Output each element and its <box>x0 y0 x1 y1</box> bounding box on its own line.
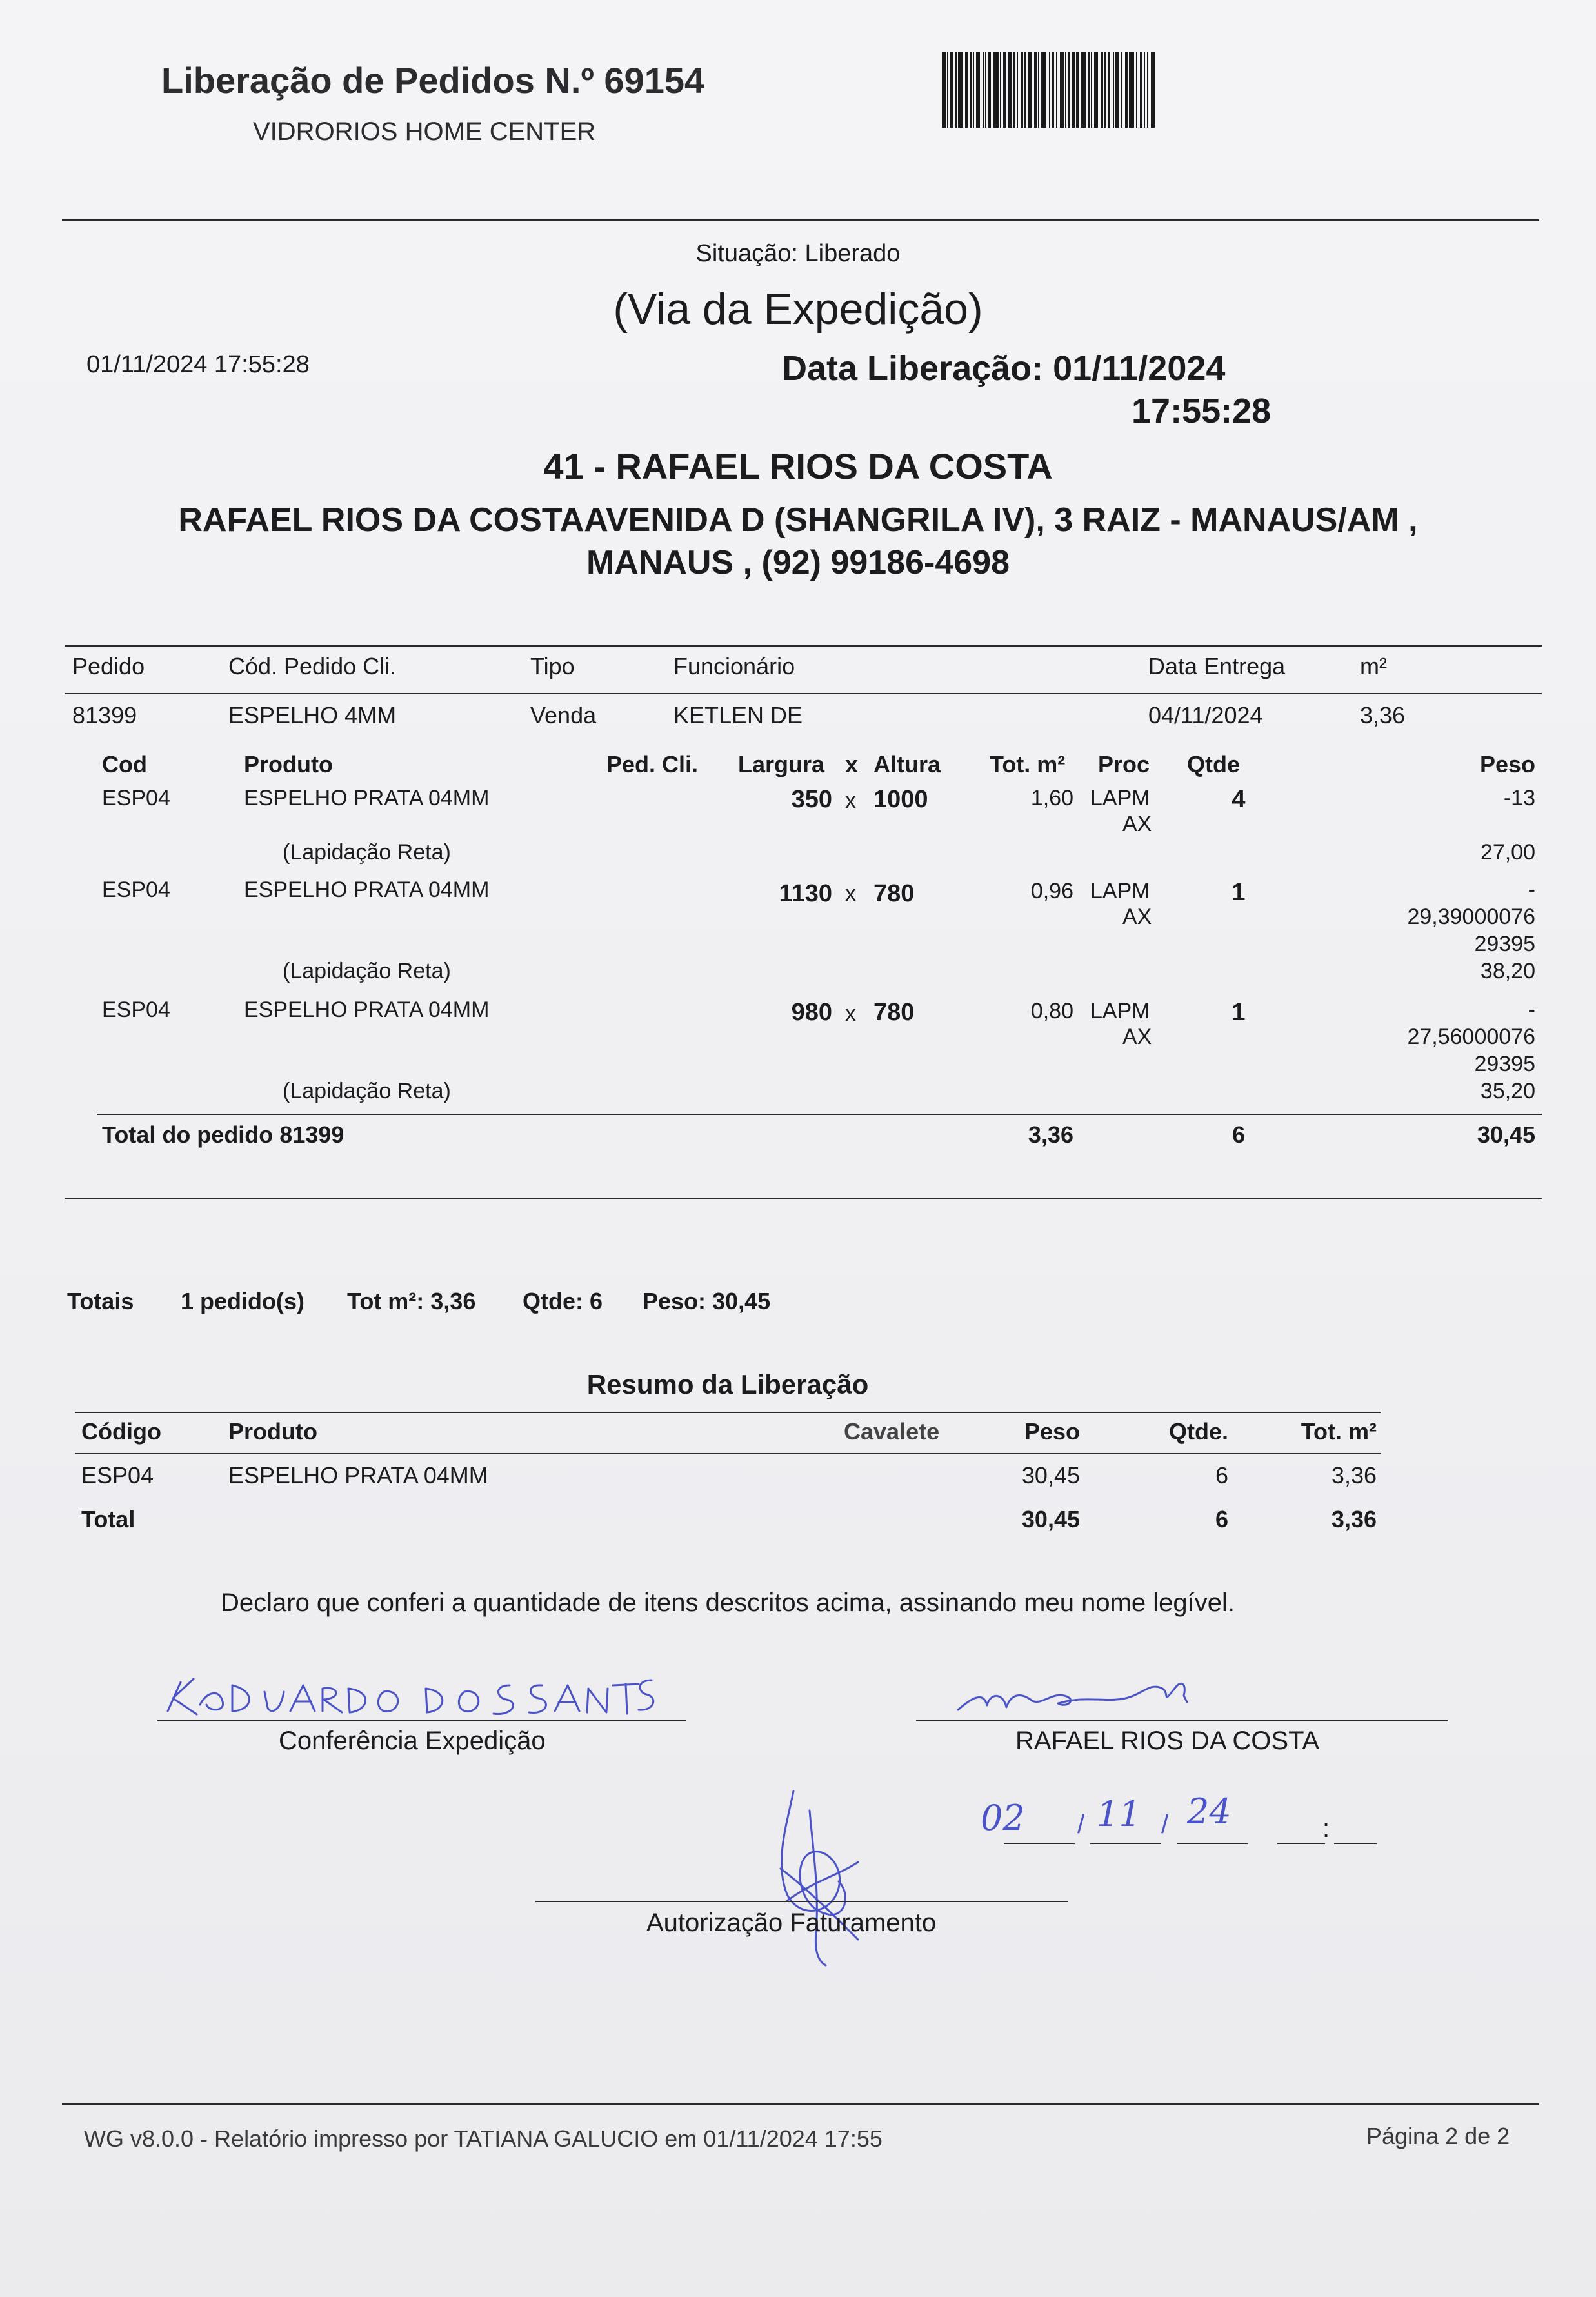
barcode-bar <box>976 52 980 128</box>
resumo-header-line <box>75 1453 1381 1454</box>
barcode-bar <box>1091 52 1092 128</box>
resumo-produto: ESPELHO PRATA 04MM <box>228 1462 488 1489</box>
barcode-bar <box>1147 52 1148 128</box>
item-proc: LAPM <box>1090 879 1150 903</box>
resumo-header-qtde: Qtde. <box>1168 1418 1228 1445</box>
status-situacao: Situação: Liberado <box>695 240 901 267</box>
item-proc: LAPM <box>1090 786 1150 810</box>
item-peso-sub: 27,00 <box>1480 840 1535 865</box>
order-funcionario: KETLEN DE <box>673 702 803 728</box>
declaration-text: Declaro que conferi a quantidade de itens descritos acima, assinando meu nome legível. <box>220 1589 1235 1617</box>
date-month-line <box>1090 1843 1161 1844</box>
barcode-bar <box>1144 52 1145 128</box>
resumo-peso: 30,45 <box>1021 1462 1080 1489</box>
item-header-largura: Largura <box>738 751 825 777</box>
barcode-bar <box>1065 52 1066 128</box>
col-header-cod-pedido-cli: Cód. Pedido Cli. <box>228 653 397 679</box>
barcode-bar <box>1104 52 1106 128</box>
order-total-qtde: 6 <box>1232 1121 1246 1148</box>
client-code-name: 41 - RAFAEL RIOS DA COSTA <box>543 446 1053 486</box>
barcode-bar <box>985 52 986 128</box>
item-peso-line: 29395 <box>1474 1052 1535 1076</box>
footer-report-info: WG v8.0.0 - Relatório impresso por TATIANA GALUCIO em 01/11/2024 17:55 <box>84 2125 883 2152</box>
barcode-bar <box>1088 52 1090 128</box>
resumo-header-tot-m2: Tot. m² <box>1301 1418 1377 1445</box>
order-total-peso: 30,45 <box>1477 1121 1535 1148</box>
col-header-funcionario: Funcionário <box>673 653 795 679</box>
item-tot-m2: 0,80 <box>1030 999 1073 1023</box>
barcode-bar <box>950 52 953 128</box>
barcode-bar <box>1034 52 1037 128</box>
barcode-bar <box>1108 52 1110 128</box>
order-pedido: 81399 <box>72 702 137 728</box>
item-x: x <box>845 881 856 906</box>
date-separator: / <box>1077 1811 1085 1839</box>
item-sub-description: (Lapidação Reta) <box>283 840 451 865</box>
item-cod: ESP04 <box>102 878 170 902</box>
resumo-total-qtde: 6 <box>1215 1506 1228 1532</box>
item-sub-description: (Lapidação Reta) <box>283 1079 451 1103</box>
order-total-label: Total do pedido 81399 <box>102 1121 344 1148</box>
barcode-bar <box>1028 52 1032 128</box>
item-x: x <box>845 788 856 813</box>
order-table-header-line <box>65 693 1542 694</box>
item-largura: 980 <box>791 999 832 1026</box>
item-peso-line: 29395 <box>1474 932 1535 956</box>
item-proc: LAPM <box>1090 999 1150 1023</box>
time-minute-line <box>1334 1843 1377 1844</box>
barcode-bar <box>1101 52 1103 128</box>
autorizacao-label: Autorização Faturamento <box>646 1909 937 1937</box>
barcode-bar <box>973 52 974 128</box>
barcode-bar <box>1076 52 1079 128</box>
order-table-top-line <box>65 645 1542 647</box>
handwritten-name-signature <box>161 1666 664 1724</box>
item-altura: 780 <box>873 880 915 907</box>
item-tot-m2: 0,96 <box>1030 879 1073 903</box>
order-section-end-line <box>65 1198 1542 1199</box>
barcode-bar <box>1021 52 1023 128</box>
client-signature-line <box>916 1720 1448 1721</box>
item-peso: - <box>1528 998 1535 1022</box>
barcode-bar <box>958 52 963 128</box>
barcode-bar <box>1049 52 1050 128</box>
item-produto: ESPELHO PRATA 04MM <box>244 878 490 902</box>
item-largura: 350 <box>791 786 832 813</box>
resumo-header-cavalete: Cavalete <box>844 1418 940 1445</box>
item-peso-line: 27,56000076 <box>1407 1025 1535 1049</box>
col-header-tipo: Tipo <box>530 653 575 679</box>
barcode-bar <box>1003 52 1006 128</box>
order-total-m2: 3,36 <box>1028 1121 1073 1148</box>
item-peso-line: 29,39000076 <box>1407 905 1535 929</box>
autorizacao-signature <box>748 1785 877 1972</box>
barcode-bar <box>988 52 991 128</box>
item-proc-2: AX <box>1122 1025 1152 1049</box>
order-m2: 3,36 <box>1360 702 1406 728</box>
client-address-line1: RAFAEL RIOS DA COSTAAVENIDA D (SHANGRILA IV), 3 RAIZ - MANAUS/AM , <box>178 501 1418 539</box>
barcode-bar <box>1056 52 1057 128</box>
barcode-bar <box>1094 52 1098 128</box>
totals-pedidos: 1 pedido(s) <box>181 1288 305 1314</box>
item-produto: ESPELHO PRATA 04MM <box>244 786 490 810</box>
resumo-qtde: 6 <box>1215 1462 1228 1489</box>
resumo-total-tot-m2: 3,36 <box>1331 1506 1377 1532</box>
item-qtde: 1 <box>1232 879 1246 906</box>
item-qtde: 4 <box>1232 786 1246 813</box>
item-cod: ESP04 <box>102 998 170 1022</box>
footer-divider <box>62 2103 1539 2105</box>
barcode-bar <box>1052 52 1054 128</box>
barcode-bar <box>983 52 984 128</box>
barcode-bar <box>942 52 946 128</box>
item-proc-2: AX <box>1122 812 1152 836</box>
item-header-tot-m2: Tot. m² <box>990 751 1066 777</box>
resumo-header-codigo: Código <box>81 1418 161 1445</box>
barcode-bar <box>1125 52 1128 128</box>
printed-datetime: 01/11/2024 17:55:28 <box>86 351 310 378</box>
item-proc-2: AX <box>1122 905 1152 929</box>
item-peso-sub: 38,20 <box>1480 959 1535 983</box>
item-header-produto: Produto <box>244 751 333 777</box>
resumo-total-label: Total <box>81 1506 135 1532</box>
barcode-bar <box>1072 52 1075 128</box>
client-signature-label: RAFAEL RIOS DA COSTA <box>1015 1727 1320 1755</box>
barcode-bar <box>1113 52 1114 128</box>
barcode-bar <box>1041 52 1046 128</box>
resumo-header-peso: Peso <box>1024 1418 1080 1445</box>
totals-qtde: Qtde: 6 <box>523 1288 603 1314</box>
resumo-codigo: ESP04 <box>81 1462 154 1489</box>
resumo-total-peso: 30,45 <box>1021 1506 1080 1532</box>
totals-peso: Peso: 30,45 <box>643 1288 771 1314</box>
item-peso: - <box>1528 878 1535 902</box>
date-year-line <box>1177 1843 1248 1844</box>
col-header-m2: m² <box>1360 653 1387 679</box>
barcode-bar <box>1013 52 1015 128</box>
resumo-tot-m2: 3,36 <box>1331 1462 1377 1489</box>
time-separator: : <box>1322 1814 1330 1843</box>
date-day-line <box>1004 1843 1075 1844</box>
barcode-bar <box>1024 52 1026 128</box>
barcode-bar <box>947 52 948 128</box>
col-header-data-entrega: Data Entrega <box>1148 653 1286 679</box>
item-altura: 780 <box>873 999 915 1026</box>
order-data-entrega: 04/11/2024 <box>1148 702 1263 728</box>
conferencia-label: Conferência Expedição <box>279 1727 546 1755</box>
barcode-bar <box>1068 52 1070 128</box>
item-header-x: x <box>845 751 859 777</box>
barcode-bar <box>970 52 972 128</box>
barcode-bar <box>1151 52 1155 128</box>
client-address-line2: MANAUS , (92) 99186-4698 <box>586 544 1010 581</box>
handwritten-date-year: 24 <box>1187 1791 1232 1832</box>
barcode-bar <box>993 52 999 128</box>
data-liberacao-time: 17:55:28 <box>1132 392 1272 430</box>
barcode-bar <box>1081 52 1086 128</box>
time-hour-line <box>1277 1843 1325 1844</box>
barcode-bar <box>1136 52 1137 128</box>
col-header-pedido: Pedido <box>72 653 145 679</box>
item-header-cod: Cod <box>102 751 147 777</box>
client-signature <box>955 1670 1277 1721</box>
item-produto: ESPELHO PRATA 04MM <box>244 998 490 1022</box>
barcode-bar <box>1129 52 1134 128</box>
order-tipo: Venda <box>530 702 597 728</box>
barcode-bar <box>1000 52 1001 128</box>
item-sub-description: (Lapidação Reta) <box>283 959 451 983</box>
barcode-bar <box>1017 52 1018 128</box>
order-total-line <box>97 1114 1542 1115</box>
item-x: x <box>845 1001 856 1026</box>
item-peso: -13 <box>1503 786 1535 810</box>
resumo-title: Resumo da Liberação <box>586 1369 869 1399</box>
item-largura: 1130 <box>779 880 832 907</box>
barcode-bar <box>1140 52 1142 128</box>
item-qtde: 1 <box>1232 999 1246 1026</box>
date-separator: / <box>1161 1811 1169 1839</box>
item-header-ped-cli: Ped. Cli. <box>606 751 699 777</box>
totals-label: Totais <box>67 1288 134 1314</box>
handwritten-date-month: 11 <box>1097 1794 1141 1834</box>
item-header-altura: Altura <box>873 751 941 777</box>
barcode-bar <box>955 52 957 128</box>
resumo-header-produto: Produto <box>228 1418 317 1445</box>
barcode-icon <box>942 52 1201 128</box>
item-tot-m2: 1,60 <box>1030 786 1073 810</box>
item-cod: ESP04 <box>102 786 170 810</box>
barcode-bar <box>965 52 968 128</box>
document-title: Liberação de Pedidos N.º 69154 <box>161 60 705 101</box>
autorizacao-signature-line <box>535 1901 1068 1902</box>
item-header-peso: Peso <box>1479 751 1535 777</box>
barcode-bar <box>1038 52 1039 128</box>
totals-m2: Tot m²: 3,36 <box>347 1288 476 1314</box>
order-cod-pedido-cli: ESPELHO 4MM <box>228 702 397 728</box>
header-divider <box>62 219 1539 221</box>
barcode-bar <box>1121 52 1122 128</box>
handwritten-date-day: 02 <box>981 1798 1025 1838</box>
barcode-bar <box>1008 52 1012 128</box>
resumo-top-line <box>75 1412 1381 1413</box>
item-header-qtde: Qtde <box>1187 751 1241 777</box>
barcode-bar <box>1060 52 1064 128</box>
via-label: (Via da Expedição) <box>613 285 983 334</box>
barcode-bar <box>1115 52 1119 128</box>
conferencia-signature-line <box>157 1720 686 1721</box>
footer-page-number: Página 2 de 2 <box>1366 2123 1510 2149</box>
company-name: VIDRORIOS HOME CENTER <box>253 117 596 146</box>
item-header-proc: Proc <box>1098 751 1150 777</box>
item-altura: 1000 <box>873 786 928 813</box>
item-peso-sub: 35,20 <box>1480 1079 1535 1103</box>
data-liberacao: Data Liberação: 01/11/2024 <box>782 349 1226 388</box>
